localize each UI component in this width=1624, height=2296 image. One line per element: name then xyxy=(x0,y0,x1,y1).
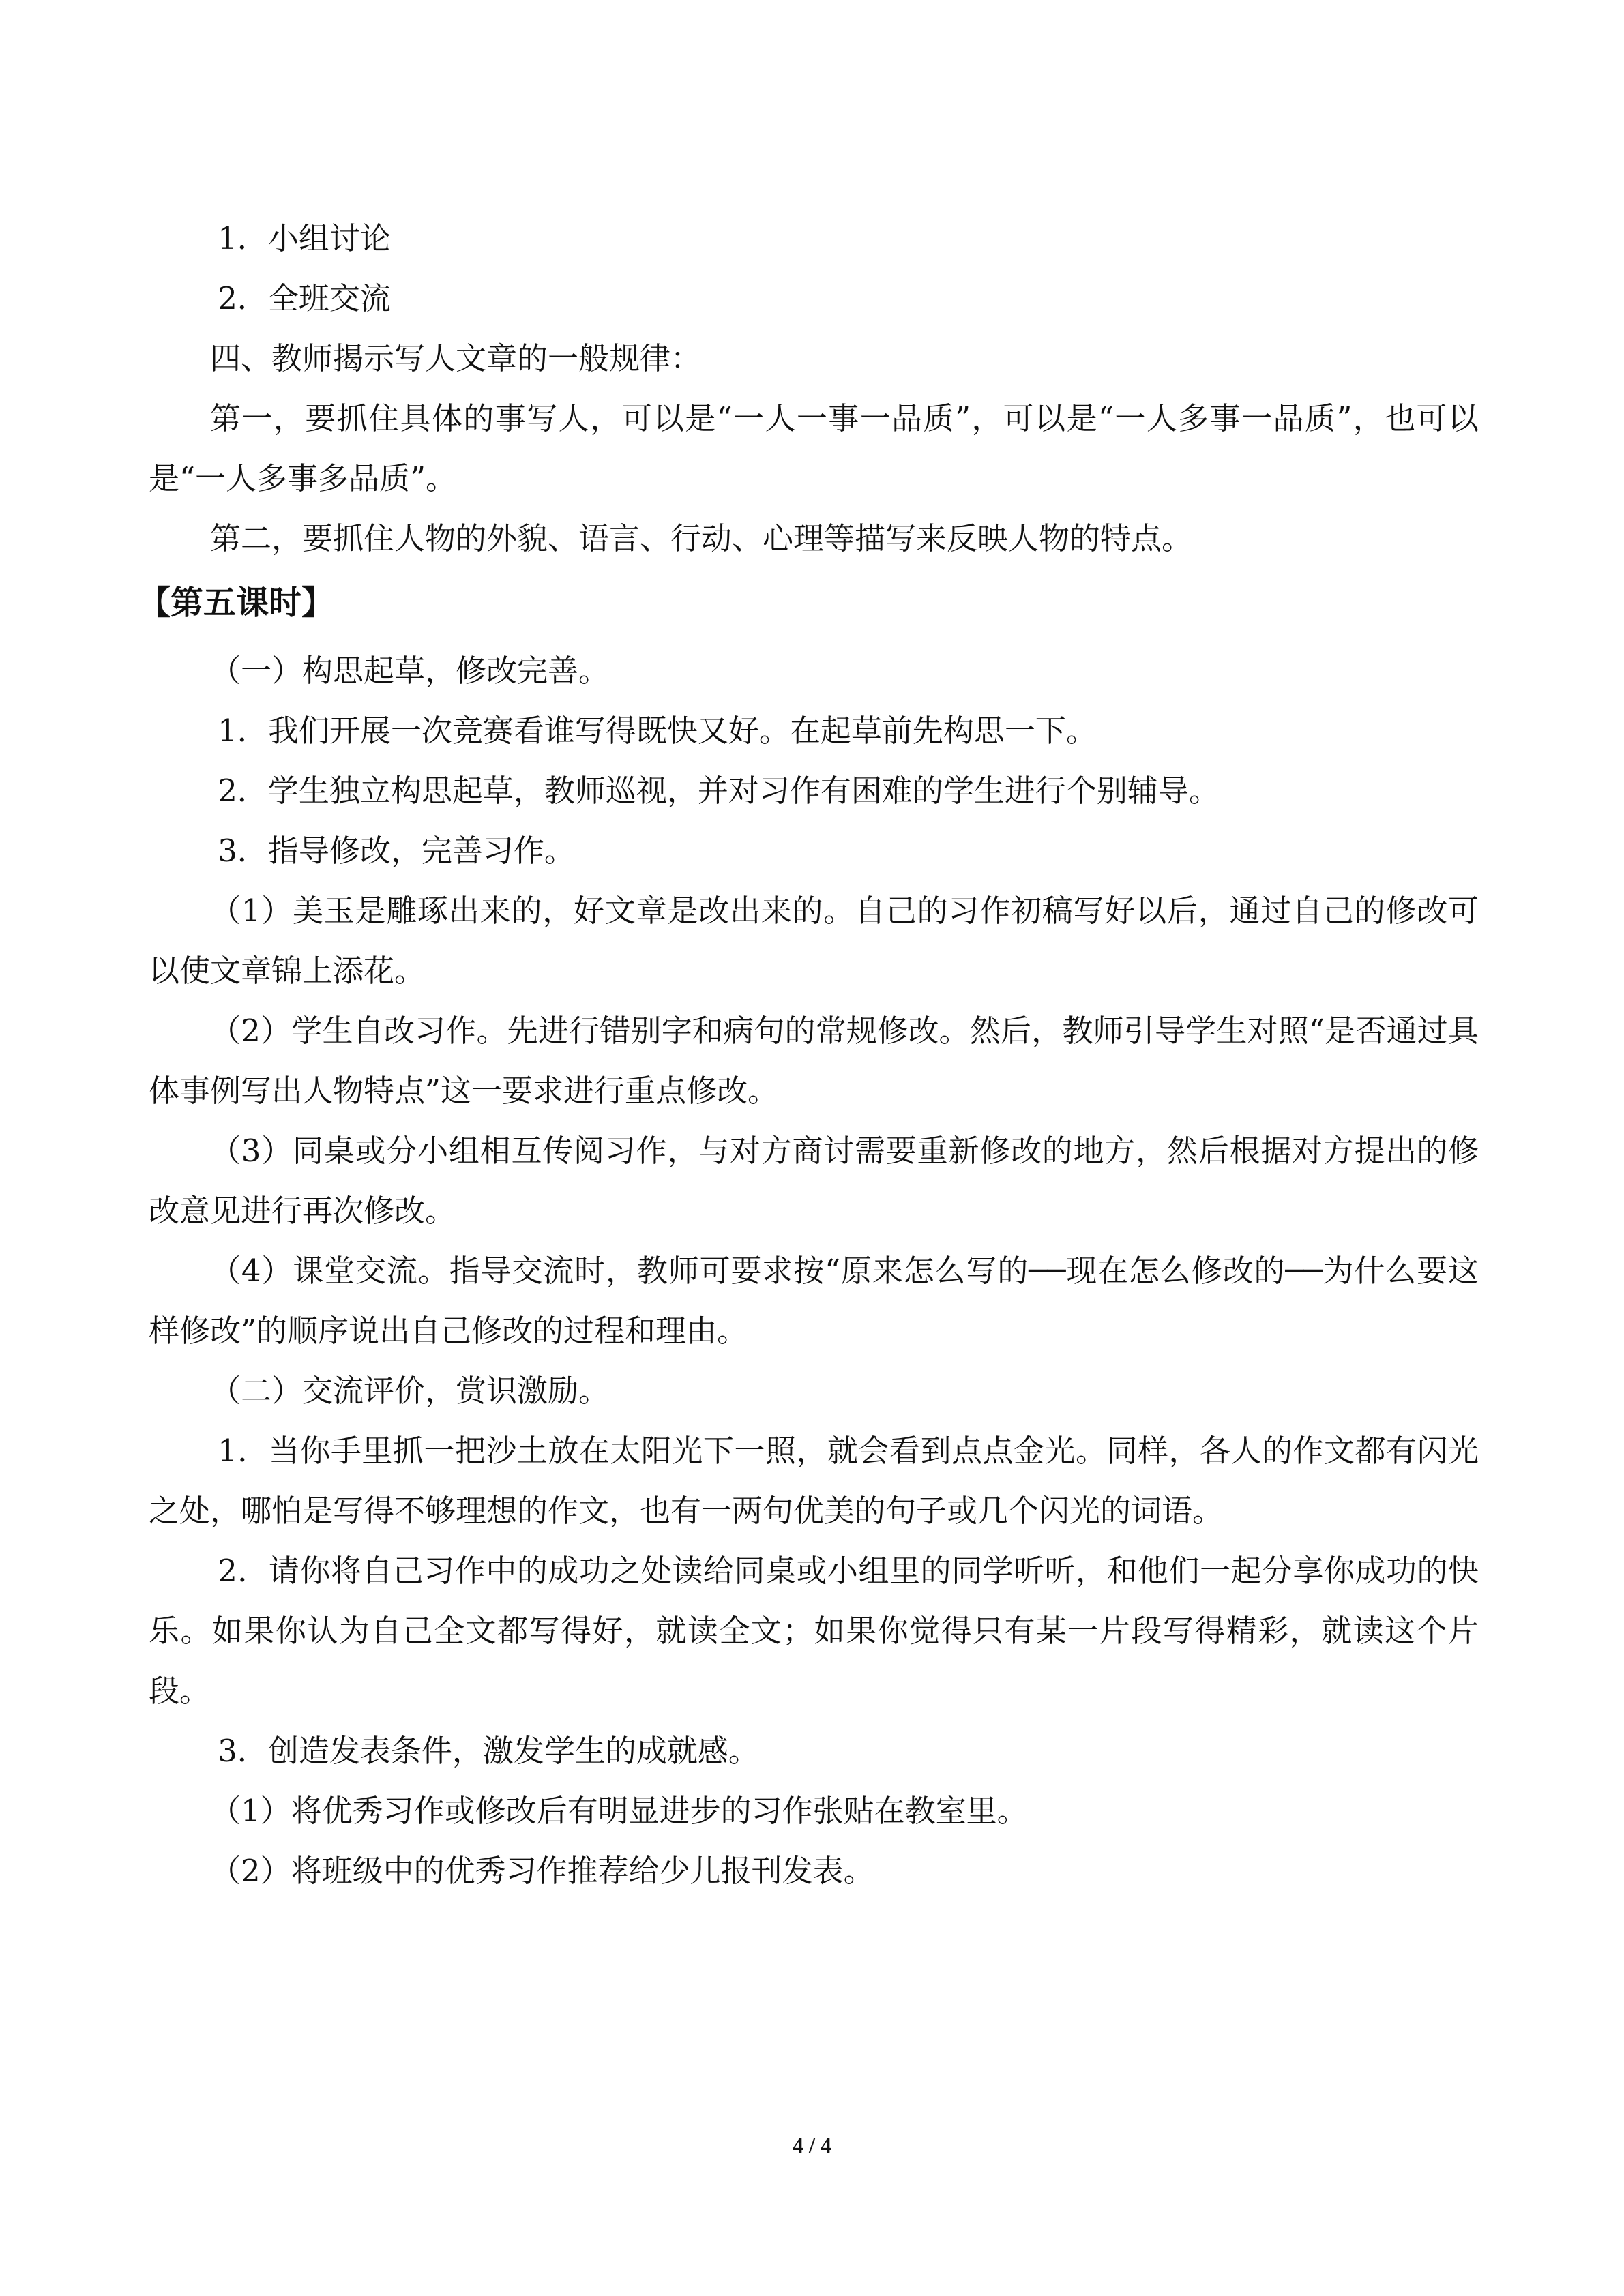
paragraph: （1）将优秀习作或修改后有明显进步的习作张贴在教室里。 xyxy=(210,1793,1028,1829)
paragraph: 1．小组讨论 xyxy=(218,220,391,256)
paragraph: 第二，要抓住人物的外貌、语言、行动、心理等描写来反映人物的特点。 xyxy=(210,520,1193,556)
paragraph: 3．指导修改，完善习作。 xyxy=(218,833,575,869)
paragraph: 1．当你手里抓一把沙土放在太阳光下一照，就会看到点点金光。同样，各人的作文都有闪光之处，哪怕是写得不够理想的作文，也有一两句优美的句子或几个闪光的词语。 xyxy=(149,1433,1479,1529)
paragraph: （4）课堂交流。指导交流时，教师可要求按“原来怎么写的──现在怎么修改的──为什么要这样修改”的顺序说出自己修改的过程和理由。 xyxy=(149,1253,1479,1349)
paragraph: （2）学生自改习作。先进行错别字和病句的常规修改。然后，教师引导学生对照“是否通过具体事例写出人物特点”这一要求进行重点修改。 xyxy=(149,1013,1479,1109)
paragraph: 1．我们开展一次竞赛看谁写得既快又好。在起草前先构思一下。 xyxy=(218,713,1097,749)
paragraph: （2）将班级中的优秀习作推荐给少儿报刊发表。 xyxy=(210,1853,874,1889)
paragraph: （3）同桌或分小组相互传阅习作，与对方商讨需要重新修改的地方，然后根据对方提出的修改意见进行再次修改。 xyxy=(149,1133,1479,1229)
paragraph: 四、教师揭示写人文章的一般规律： xyxy=(210,340,702,376)
document-body xyxy=(138,209,1479,1901)
paragraph: 2．学生独立构思起草，教师巡视，并对习作有困难的学生进行个别辅导。 xyxy=(218,773,1220,809)
page-number: 4 / 4 xyxy=(793,2133,831,2158)
paragraph: 第一，要抓住具体的事写人，可以是“一人一事一品质”，可以是“一人多事一品质”，也可以是“一人多事多品质”。 xyxy=(149,400,1479,496)
paragraph: 3．创造发表条件，激发学生的成就感。 xyxy=(218,1733,759,1769)
paragraph: （二）交流评价，赏识激励。 xyxy=(210,1373,610,1409)
paragraph: （一）构思起草，修改完善。 xyxy=(210,653,610,689)
paragraph: 2．全班交流 xyxy=(218,280,391,316)
paragraph: 2．请你将自己习作中的成功之处读给同桌或小组里的同学听听，和他们一起分享你成功的快乐。如果你认为自己全文都写得好，就读全文；如果你觉得只有某一片段写得精彩，就读这个片段。 xyxy=(149,1553,1479,1709)
paragraph: （1）美玉是雕琢出来的，好文章是改出来的。自己的习作初稿写好以后，通过自己的修改可以使文章锦上添花。 xyxy=(149,893,1479,989)
section-heading: 【第五课时】 xyxy=(138,584,335,622)
